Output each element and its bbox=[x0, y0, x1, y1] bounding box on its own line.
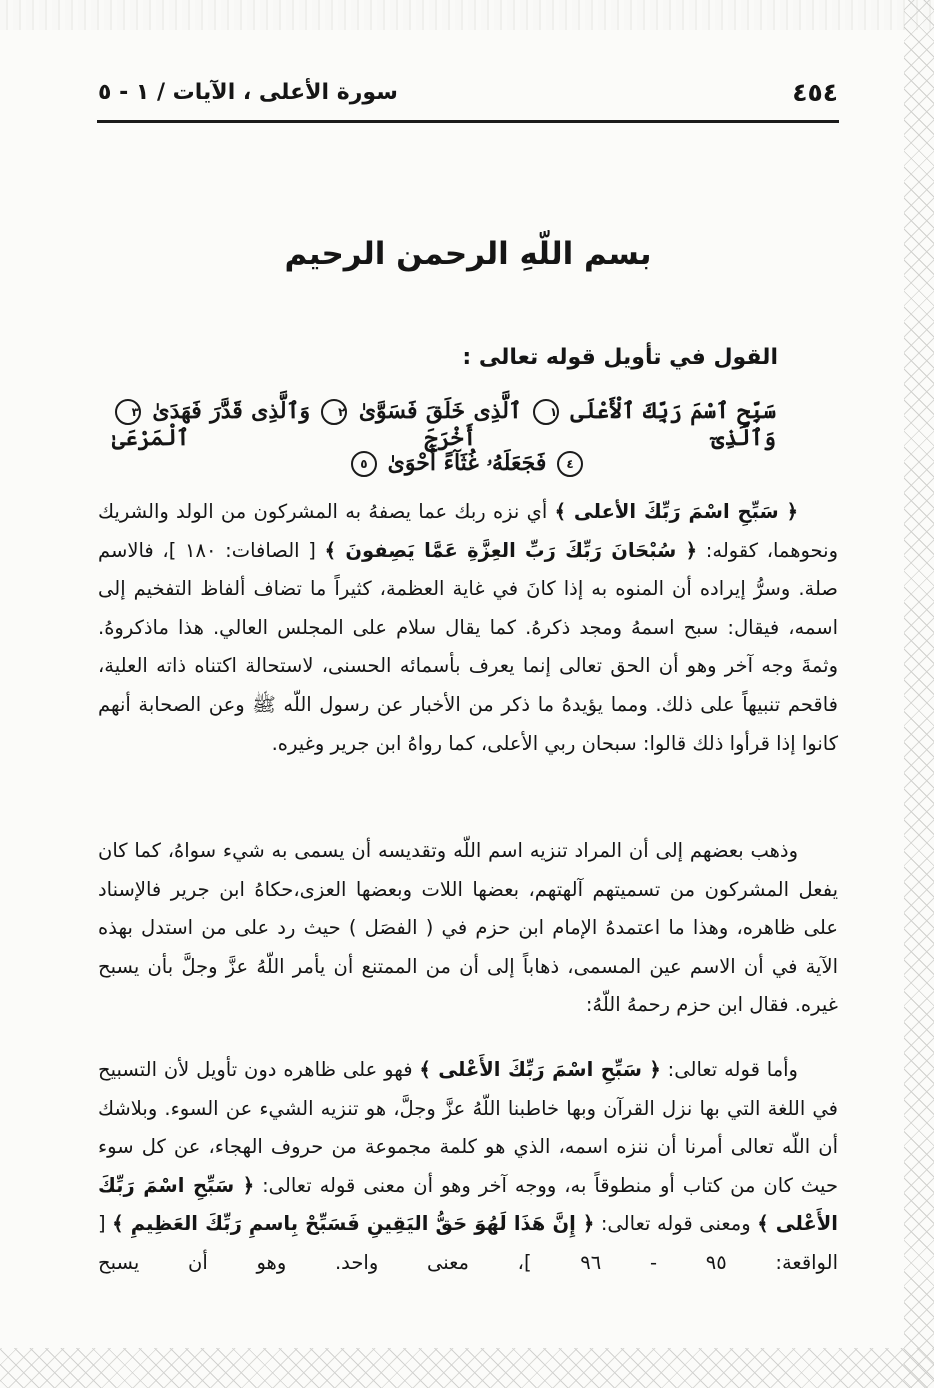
running-head bbox=[98, 78, 838, 118]
paragraph-text: فهو على ظاهره دون تأويل لأن التسبيح في اللغة التي بها نزل القرآن وبها خاطبنا اللّهُ عزَّ وجلَّ، هو تنزيه الشيء عن السوء. وبلاشك أن اللّه تعالى أمرنا أن ننزه اسمه، الذي هو كلمة مجموعة من حروف الهجاء، عن كل سوء حيث كان من كتاب أو منطوقاً به، ووجه آخر وهو أن معنى قوله تعالى: bbox=[98, 1058, 838, 1197]
paragraph-text: وذهب بعضهم إلى أن المراد تنزيه اسم اللّه وتقديسه أن يسمى به شيء سواهُ، كما كان يفعل المشركون من تسميتهم آلهتهم، بعضها اللات وبعضها العزى،حكاهُ ابن جرير فالإسناد على ظاهره، وهذا ما اعتمدهُ الإمام ابن حزم في ( الفصَل ) حيث رد على من استدل بهذه الآية في أن الاسم عين المسمى، ذهاباً إلى أن من الممتنع أن يأمر اللّهُ عزَّ وجلَّ بأن يسبح غيره. فقال ابن حزم رحمهُ اللّهُ: bbox=[98, 839, 838, 1017]
verse-3: وَٱلَّذِى قَدَّرَ فَهَدَىٰ bbox=[152, 398, 311, 424]
section-title: القول في تأويل قوله تعالى : bbox=[462, 345, 778, 370]
verse-number-2: ٢ bbox=[321, 399, 347, 425]
verse-1: سَبِّحِ ٱسْمَ رَبِّكَ ٱلْأَعْلَى bbox=[570, 398, 776, 424]
surah-header: سورة الأعلى ، الآيات / ١ - ٥ bbox=[98, 80, 398, 105]
commentary-paragraph-3 bbox=[98, 1051, 838, 1283]
page-top-edge bbox=[0, 0, 934, 30]
paragraph-text: [ الصافات: ١٨٠ ]، فالاسم صلة. وسرُّ إيراده أن المنوه به إذا كانَ في غاية العظمة، كثيراً ما تضاف ألفاظ التفخيم إلى اسمه، فيقال: سبح اسمهُ ومجد ذكرهُ. كما يقال سلام على المجلس العالي. هذا ماذكروهُ. وثمةَ وجه آخر وهو أن الحق تعالى إنما يعرف بأسمائه الحسنى، لاستحالة اكتناه ذاته العلية، فاقحم تنبيهاً على ذلك. ومما يؤيدهُ ما ذكر من الأخبار عن رسول اللّه ﷺ وعن الصحابة أنهم كانوا إذا قرأوا ذلك قالوا: سبحان ربي الأعلى، كما رواهُ ابن جرير وغيره. bbox=[98, 538, 838, 755]
quote-verse: ﴿ سَبِّحِ اسْمَ رَبِّكَ الأَعْلى ﴾ bbox=[419, 1058, 661, 1081]
paragraph-text: أي نزه ربك عما يصفهُ به المشركون من الولد والشريك ونحوهما، كقوله: bbox=[98, 500, 838, 562]
page-right-edge bbox=[904, 0, 934, 1388]
commentary-paragraph-2 bbox=[98, 832, 838, 1025]
page-bottom-edge bbox=[0, 1348, 934, 1388]
quote-verse: ﴿ سَبِّحِ اسْمَ رَبِّكَ الأَعْلى ﴾ bbox=[98, 1173, 838, 1236]
paragraph-text: وأما قوله تعالى: bbox=[660, 1058, 798, 1081]
verse-number-1: ١ bbox=[533, 399, 559, 425]
quran-verse-line-1 bbox=[112, 398, 776, 451]
quran-verse-line-2 bbox=[300, 450, 634, 477]
verse-4: وَٱلَّذِىٓ أَخْرَجَ ٱلْمَرْعَىٰ bbox=[112, 425, 776, 451]
page-number: ٤٥٤ bbox=[792, 78, 838, 107]
quote-verse: ﴿ سَبِّحِ اسْمَ رَبِّكَ الأعلى ﴾ bbox=[554, 500, 798, 523]
commentary-paragraph-1 bbox=[98, 493, 838, 763]
paragraph-text: ومعنى قوله تعالى: bbox=[594, 1212, 758, 1236]
quote-verse: ﴿ إِنَّ هَذَا لَهُوَ حَقُّ اليَقِينِ فَسَبِّحْ بِاسمِ رَبِّكَ العَظِيمِ ﴾ bbox=[112, 1212, 595, 1236]
verse-number-5: ٥ bbox=[351, 451, 377, 477]
verse-number-4: ٤ bbox=[557, 451, 583, 477]
header-rule bbox=[97, 120, 839, 123]
verse-number-3: ٣ bbox=[115, 399, 141, 425]
paragraph-text: [ الواقعة: ٩٥ - ٩٦ ]، معنى واحد. وهو أن يسبح bbox=[98, 1212, 838, 1274]
quote-verse: ﴿ سُبْحَانَ رَبِّكَ رَبِّ العِزَّةِ عَمَّا يَصِفونَ ﴾ bbox=[324, 538, 698, 562]
basmala-heading: بسم اللّهِ الرحمن الرحيم bbox=[284, 236, 652, 272]
verse-5: فَجَعَلَهُۥ غُثَآءً أَحْوَىٰ bbox=[387, 450, 547, 476]
verse-2: ٱلَّذِى خَلَقَ فَسَوَّىٰ bbox=[358, 398, 522, 424]
